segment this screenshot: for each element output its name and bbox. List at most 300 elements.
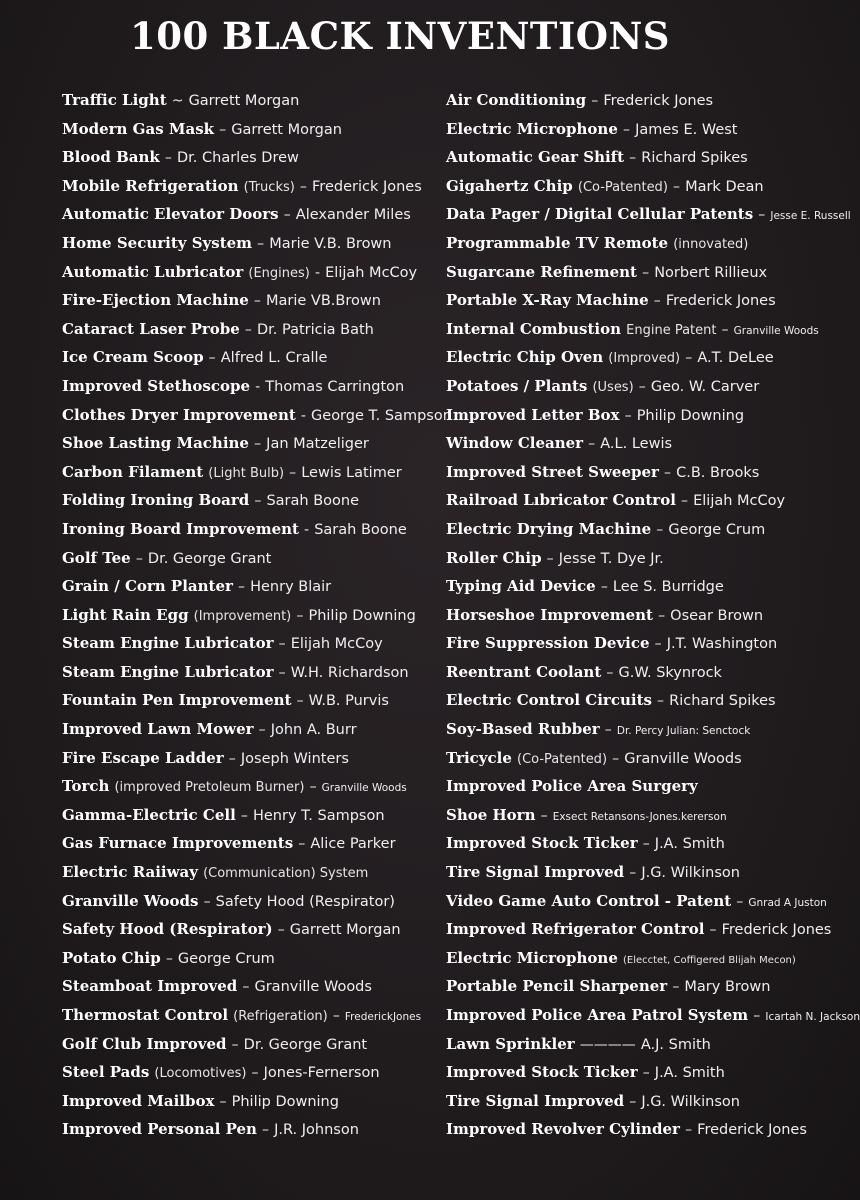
invention-name: Automatic Elevator Doors	[62, 205, 279, 224]
invention-name: Tire Signal Improved	[446, 1091, 625, 1110]
separator-dash: –	[242, 979, 250, 996]
invention-row	[446, 887, 827, 916]
separator-dash: –	[664, 464, 672, 481]
invention-row	[62, 372, 412, 401]
separator-dash: –	[606, 664, 614, 681]
separator-dash: –	[238, 579, 246, 596]
inventor-name: A.L. Lewis	[600, 436, 673, 453]
invention-name: Granville Woods	[62, 891, 199, 910]
separator-dash: –	[240, 807, 248, 824]
inventor-name: Norbert Rillieux	[654, 264, 768, 281]
separator-dash: –	[164, 150, 172, 167]
invention-row	[446, 572, 794, 601]
inventor-name: Marie V.B. Brown	[269, 235, 392, 252]
separator-dash: –	[244, 321, 252, 338]
inventor-name: Philip Downing	[308, 607, 416, 624]
invention-note: (Locomotives)	[154, 1066, 247, 1082]
inventor-name: Lee S. Burridge	[612, 579, 724, 596]
inventor-name: Granville Woods	[321, 782, 407, 795]
invention-name: Improved Mailbox	[62, 1091, 215, 1110]
invention-row	[446, 1087, 794, 1116]
inventor-name: Granville Woods	[624, 750, 742, 767]
invention-row	[62, 172, 422, 201]
inventor-name: Sarah Boone	[266, 493, 360, 510]
invention-row	[446, 1115, 807, 1144]
invention-name: Cataract Laser Probe	[62, 319, 240, 338]
invention-name: Improved Police Area Patrol System	[446, 1006, 749, 1024]
separator-dash: –	[685, 350, 693, 367]
invention-name: Home Security System	[62, 233, 253, 252]
inventor-name: Thomas Carrington	[265, 378, 405, 395]
separator-dash: –	[258, 722, 266, 739]
invention-name: Electric Microphone	[446, 948, 618, 967]
invention-name: Improved Lawn Mower	[62, 720, 254, 739]
inventor-name: George T. Sampson	[311, 407, 452, 424]
invention-name: Gamma-Electric Cell	[62, 805, 236, 824]
separator-dash: –	[309, 779, 317, 796]
invention-row	[62, 458, 412, 487]
separator-dash: –	[657, 693, 665, 710]
inventor-name: Elijah McCoy	[325, 264, 418, 281]
invention-row	[446, 544, 794, 573]
separator-dash: –	[208, 350, 216, 367]
separator-dash: -	[255, 378, 261, 395]
separator-dash: –	[642, 836, 650, 853]
separator-dash: –	[278, 664, 286, 681]
invention-name: Tire Signal Improved	[446, 863, 625, 882]
invention-name: Improved Stock Ticker	[446, 834, 638, 853]
inventor-name: Jan Matzeliger	[266, 436, 369, 453]
separator-dash: –	[624, 407, 632, 424]
invention-name: Typing Aid Device	[446, 577, 596, 596]
inventor-name: Philip Downing	[231, 1093, 339, 1110]
separator-dash: –	[540, 807, 548, 824]
separator-dash: –	[612, 750, 620, 767]
invention-name: Video Game Auto Control - Patent	[446, 891, 732, 910]
separator-dash: –	[672, 178, 680, 195]
invention-name: Railroad Lıbricator Control	[446, 491, 676, 510]
invention-note: (Refrigeration)	[233, 1009, 328, 1024]
invention-row	[62, 972, 412, 1001]
invention-row	[446, 86, 794, 115]
separator-dash: –	[642, 264, 650, 281]
inventor-name: J.T. Washington	[666, 636, 778, 653]
separator-dash: –	[277, 922, 285, 939]
invention-row	[62, 1115, 412, 1144]
separator-dash: –	[254, 493, 262, 510]
invention-name: Carbon Filament	[62, 462, 204, 481]
invention-row	[446, 715, 794, 744]
separator-dash: –	[758, 207, 766, 224]
invention-name: Fire Escape Ladder	[62, 748, 224, 767]
invention-name: Programmable TV Remote	[446, 233, 669, 252]
invention-name: Air Conditioning	[446, 91, 587, 109]
separator-dash: –	[283, 207, 291, 224]
inventor-name: W.B. Purvis	[308, 693, 389, 710]
invention-name: Fountain Pen Improvement	[62, 691, 292, 710]
invention-row	[62, 572, 412, 601]
invention-row	[446, 458, 794, 487]
inventions-list-right	[446, 86, 860, 1144]
invention-name: Blood Bank	[62, 148, 160, 167]
invention-note: (Light Bulb)	[208, 465, 285, 481]
separator-dash: -	[300, 407, 306, 424]
invention-row	[62, 715, 412, 744]
separator-dash: –	[253, 293, 261, 310]
invention-row	[446, 172, 794, 201]
inventor-name: Dr. Percy Julian: Senctock	[616, 725, 751, 738]
invention-name: Thermostat Control	[62, 1006, 229, 1024]
invention-row	[446, 486, 794, 515]
invention-row	[62, 429, 412, 458]
invention-name: Electric Control Circuits	[446, 691, 652, 710]
invention-name: Soy-Based Rubber	[446, 720, 600, 739]
invention-row	[446, 515, 794, 544]
invention-name: Improved Stock Ticker	[446, 1063, 638, 1082]
separator-dash: –	[653, 293, 661, 310]
invention-note: (improved Pretoleum Burner)	[114, 780, 305, 796]
separator-dash: –	[591, 93, 599, 109]
separator-dash: –	[228, 750, 236, 767]
separator-dash: –	[672, 979, 680, 996]
invention-row	[446, 200, 851, 229]
inventor-name: A.T. DeLee	[697, 350, 774, 367]
separator-dash: –	[278, 636, 286, 653]
separator-dash: –	[622, 121, 630, 138]
invention-row	[446, 401, 794, 430]
invention-row	[62, 658, 412, 687]
inventor-name: Garrett Morgan	[289, 922, 401, 939]
inventor-name: Icartah N. Jackson	[765, 1011, 860, 1023]
invention-row	[62, 829, 412, 858]
inventor-name: Gnrad A Juston	[748, 896, 827, 909]
invention-name: Modern Gas Mask	[62, 119, 215, 138]
separator-dash: –	[736, 893, 744, 910]
invention-name: Improved Personal Pen	[62, 1120, 257, 1139]
inventor-name: Granville Woods	[254, 979, 372, 996]
inventor-name: J.G. Wilkinson	[641, 865, 740, 882]
invention-note: (Communication) System	[203, 866, 369, 882]
inventor-name: Garrett Morgan	[231, 121, 342, 138]
invention-name: Gas Furnace Improvements	[62, 834, 294, 853]
separator-dash: –	[332, 1008, 340, 1024]
separator-dash: –	[709, 922, 717, 939]
invention-row	[62, 1001, 422, 1030]
invention-row	[446, 372, 794, 401]
invention-name: Horseshoe Improvement	[446, 605, 653, 624]
separator-dash: –	[251, 1065, 259, 1082]
separator-dash: –	[588, 436, 596, 453]
invention-row	[446, 772, 794, 801]
invention-note: (Trucks)	[243, 179, 295, 195]
inventor-name: Garrett Morgan	[188, 93, 300, 109]
invention-name: Automatic Lubricator	[62, 262, 244, 281]
invention-name: Data Pager / Digital Cellular Patents	[446, 205, 754, 224]
separator-dash: –	[231, 1036, 239, 1053]
invention-row	[62, 315, 412, 344]
separator-dash: –	[203, 893, 211, 910]
inventor-name: Exsect Retansons-Jones.kererson	[552, 810, 727, 823]
inventor-name: Elijah McCoy	[693, 493, 786, 510]
invention-row	[446, 229, 794, 258]
separator-dash: –	[681, 493, 688, 510]
separator-dash: –	[219, 1093, 227, 1110]
invention-name: Roller Chip	[446, 548, 542, 567]
inventor-name: Richard Spikes	[669, 693, 776, 710]
separator-dash: –	[165, 950, 173, 967]
inventor-name: George Crum	[177, 950, 275, 967]
inventor-name: Sarah Boone	[314, 521, 407, 538]
separator-dash: –	[135, 550, 143, 567]
inventor-name: G.W. Skynrock	[618, 664, 722, 681]
invention-name: Improved Stethoscope	[62, 376, 251, 395]
separator-dash: –	[296, 693, 304, 710]
inventor-name: Dr. Patricia Bath	[257, 321, 374, 338]
inventor-name: W.H. Richardson	[290, 664, 409, 681]
invention-note: (Elecctet, Coffigered Blijah Mecon)	[622, 954, 796, 966]
invention-row	[446, 1030, 794, 1059]
inventor-name: Philip Downing	[636, 407, 745, 424]
separator-dash: –	[262, 1122, 269, 1139]
invention-row	[446, 429, 794, 458]
invention-name: Ironing Board Improvement	[62, 519, 299, 538]
invention-row	[446, 143, 794, 172]
invention-row	[62, 286, 412, 315]
invention-name: Sugarcane Refinement	[446, 262, 637, 281]
invention-name: Steam Engine Lubricator	[62, 634, 274, 653]
separator-dash: –	[642, 1065, 650, 1082]
separator-dash: –	[629, 1093, 637, 1110]
invention-name: Gigahertz Chip	[446, 176, 573, 195]
invention-name: Reentrant Coolant	[446, 662, 602, 681]
invention-name: Shoe Horn	[446, 805, 536, 824]
invention-row	[62, 200, 412, 229]
invention-row	[62, 115, 412, 144]
invention-row	[62, 143, 412, 172]
separator-dash: –	[298, 836, 306, 853]
inventor-name: FrederickJones	[344, 1011, 422, 1023]
invention-name: Grain / Corn Planter	[62, 577, 233, 596]
invention-row	[62, 601, 416, 630]
inventor-name: A.J. Smith	[640, 1036, 711, 1053]
invention-name: Improved Revolver Cylinder	[446, 1120, 680, 1139]
invention-name: Electric Drying Machine	[446, 519, 652, 538]
invention-name: Window Cleaner	[446, 434, 584, 453]
inventor-name: Mark Dean	[685, 178, 764, 195]
inventor-name: Safety Hood (Respirator)	[215, 893, 395, 910]
invention-row	[62, 258, 418, 287]
invention-row	[446, 944, 794, 973]
separator-dash: –	[685, 1122, 693, 1139]
invention-name: Traffic Light	[62, 91, 167, 109]
invention-name: Golf Tee	[62, 548, 131, 567]
invention-row	[62, 1087, 412, 1116]
invention-note: (Improvement)	[193, 608, 292, 624]
invention-row	[446, 801, 794, 830]
invention-name: Electric Raiiway	[62, 863, 198, 882]
invention-row	[446, 315, 819, 344]
separator-dash: -	[304, 521, 310, 538]
invention-name: Light Rain Egg	[62, 605, 189, 624]
inventor-name: J.G. Wilkinson	[641, 1093, 740, 1110]
inventor-name: Joseph Winters	[240, 750, 349, 767]
invention-name: Shoe Lasting Machine	[62, 434, 249, 453]
invention-row	[446, 658, 794, 687]
separator-dash: –	[753, 1008, 761, 1024]
inventor-name: Frederick Jones	[697, 1122, 807, 1139]
inventor-name: Jesse E. Russell	[770, 210, 851, 223]
invention-row	[446, 115, 794, 144]
invention-name: Automatic Gear Shift	[446, 148, 625, 167]
inventor-name: Frederick Jones	[665, 293, 776, 310]
inventor-name: Frederick Jones	[721, 922, 832, 939]
inventor-name: Mary Brown	[684, 979, 771, 996]
invention-row	[62, 86, 412, 115]
inventor-name: J.A. Smith	[654, 1065, 725, 1082]
invention-row	[62, 544, 412, 573]
invention-name: Golf Club Improved	[62, 1034, 227, 1053]
inventor-name: George Crum	[668, 521, 766, 538]
invention-note: (Co-Patented)	[517, 751, 608, 767]
inventor-name: J.R. Johnson	[274, 1122, 359, 1139]
invention-name: Mobile Refrigeration	[62, 176, 239, 195]
invention-row	[62, 486, 412, 515]
invention-row	[446, 601, 794, 630]
invention-row	[446, 258, 794, 287]
invention-name: Steam Engine Lubricator	[62, 662, 274, 681]
invention-row	[62, 801, 412, 830]
separator-dash: ————	[579, 1036, 636, 1053]
invention-note: (Improved)	[608, 351, 681, 367]
invention-name: Folding Ironing Board	[62, 491, 250, 510]
invention-name: Improved Street Sweeper	[446, 462, 659, 481]
invention-row	[446, 972, 794, 1001]
invention-row	[446, 744, 794, 773]
invention-row	[62, 515, 412, 544]
invention-name: Steel Pads	[62, 1063, 150, 1082]
invention-name: Electric Microphone	[446, 119, 618, 138]
invention-row	[62, 1030, 412, 1059]
separator-dash: –	[654, 636, 662, 653]
separator-dash: –	[254, 436, 262, 453]
inventor-name: John A. Burr	[270, 722, 357, 739]
invention-row	[62, 1058, 412, 1087]
invention-name: Fire-Ejection Machine	[62, 291, 249, 310]
inventor-name: Henry T. Sampson	[252, 807, 385, 824]
separator-dash: –	[721, 321, 729, 338]
separator-dash: –	[629, 865, 637, 882]
invention-row	[62, 343, 412, 372]
invention-note: Engine Patent	[626, 322, 717, 338]
invention-row	[446, 286, 794, 315]
separator-dash: ~	[171, 93, 184, 109]
invention-row	[62, 858, 412, 887]
invention-name: Internal Combustion	[446, 319, 622, 338]
inventor-name: Alfred L. Cralle	[220, 350, 328, 367]
invention-row	[446, 1001, 860, 1030]
invention-row	[446, 343, 794, 372]
invention-row	[62, 944, 412, 973]
invention-row	[62, 915, 412, 944]
invention-row	[62, 887, 412, 916]
inventor-name: Dr. George Grant	[147, 550, 272, 567]
inventor-name: Henry Blair	[250, 579, 332, 596]
inventor-name: Richard Spikes	[641, 150, 748, 167]
separator-dash: –	[296, 607, 304, 624]
inventor-name: Granville Woods	[733, 324, 819, 337]
invention-name: Ice Cream Scoop	[62, 348, 204, 367]
invention-name: Torch	[62, 777, 110, 796]
invention-row	[62, 229, 412, 258]
invention-row	[446, 686, 794, 715]
invention-name: Portable Pencil Sharpener	[446, 977, 668, 996]
inventor-name: Marie VB.Brown	[266, 293, 381, 310]
inventor-name: James E. West	[635, 121, 738, 138]
invention-name: Portable X-Ray Machine	[446, 291, 649, 310]
inventor-name: Dr. Charles Drew	[176, 150, 299, 167]
invention-row	[446, 629, 794, 658]
inventor-name: Osear Brown	[670, 607, 764, 624]
invention-name: Fire Suppression Device	[446, 634, 650, 653]
invention-row	[446, 858, 794, 887]
invention-row	[62, 744, 412, 773]
separator-dash: –	[219, 121, 227, 138]
inventor-name: Alice Parker	[310, 836, 396, 853]
invention-row	[446, 915, 832, 944]
invention-row	[62, 401, 452, 430]
inventor-name: Dr. George Grant	[243, 1036, 368, 1053]
invention-name: Improved Police Area Surgery	[446, 777, 698, 796]
separator-dash: –	[629, 150, 637, 167]
separator-dash: –	[604, 722, 612, 739]
page-title: 100 BLACK INVENTIONS	[129, 14, 671, 58]
invention-name: Potato Chip	[62, 948, 161, 967]
inventor-name: Jones-Fernerson	[263, 1065, 380, 1082]
inventions-list-left	[62, 86, 452, 1144]
inventor-name: Elijah McCoy	[290, 636, 383, 653]
invention-name: Improved Letter Box	[446, 405, 620, 424]
separator-dash: -	[314, 264, 321, 281]
invention-note: (Uses)	[592, 379, 634, 395]
invention-name: Lawn Sprinkler	[446, 1034, 575, 1053]
invention-name: Electric Chip Oven	[446, 348, 604, 367]
separator-dash: –	[658, 607, 666, 624]
invention-row	[446, 829, 794, 858]
inventor-name: J.A. Smith	[654, 836, 725, 853]
invention-name: Clothes Dryer Improvement	[62, 405, 296, 424]
separator-dash: –	[546, 550, 554, 567]
separator-dash: –	[656, 521, 664, 538]
invention-row	[446, 1058, 794, 1087]
invention-note: (Co-Patented)	[577, 179, 668, 195]
invention-name: Steamboat Improved	[62, 977, 238, 996]
separator-dash: –	[638, 378, 646, 395]
inventor-name: C.B. Brooks	[676, 464, 760, 481]
separator-dash: –	[600, 579, 608, 596]
invention-note: (Engines)	[248, 265, 310, 281]
inventor-name: Frederick Jones	[312, 178, 422, 195]
invention-row	[62, 686, 412, 715]
inventor-name: Alexander Miles	[295, 207, 411, 224]
separator-dash: –	[257, 235, 265, 252]
inventor-name: Geo. W. Carver	[650, 378, 760, 395]
invention-name: Improved Refrigerator Control	[446, 920, 705, 939]
inventor-name: Jesse T. Dye Jr.	[558, 550, 664, 567]
inventor-name: Lewis Latimer	[301, 464, 402, 481]
separator-dash: –	[289, 464, 297, 481]
invention-row	[62, 629, 412, 658]
invention-name: Potatoes / Plants	[446, 376, 588, 395]
